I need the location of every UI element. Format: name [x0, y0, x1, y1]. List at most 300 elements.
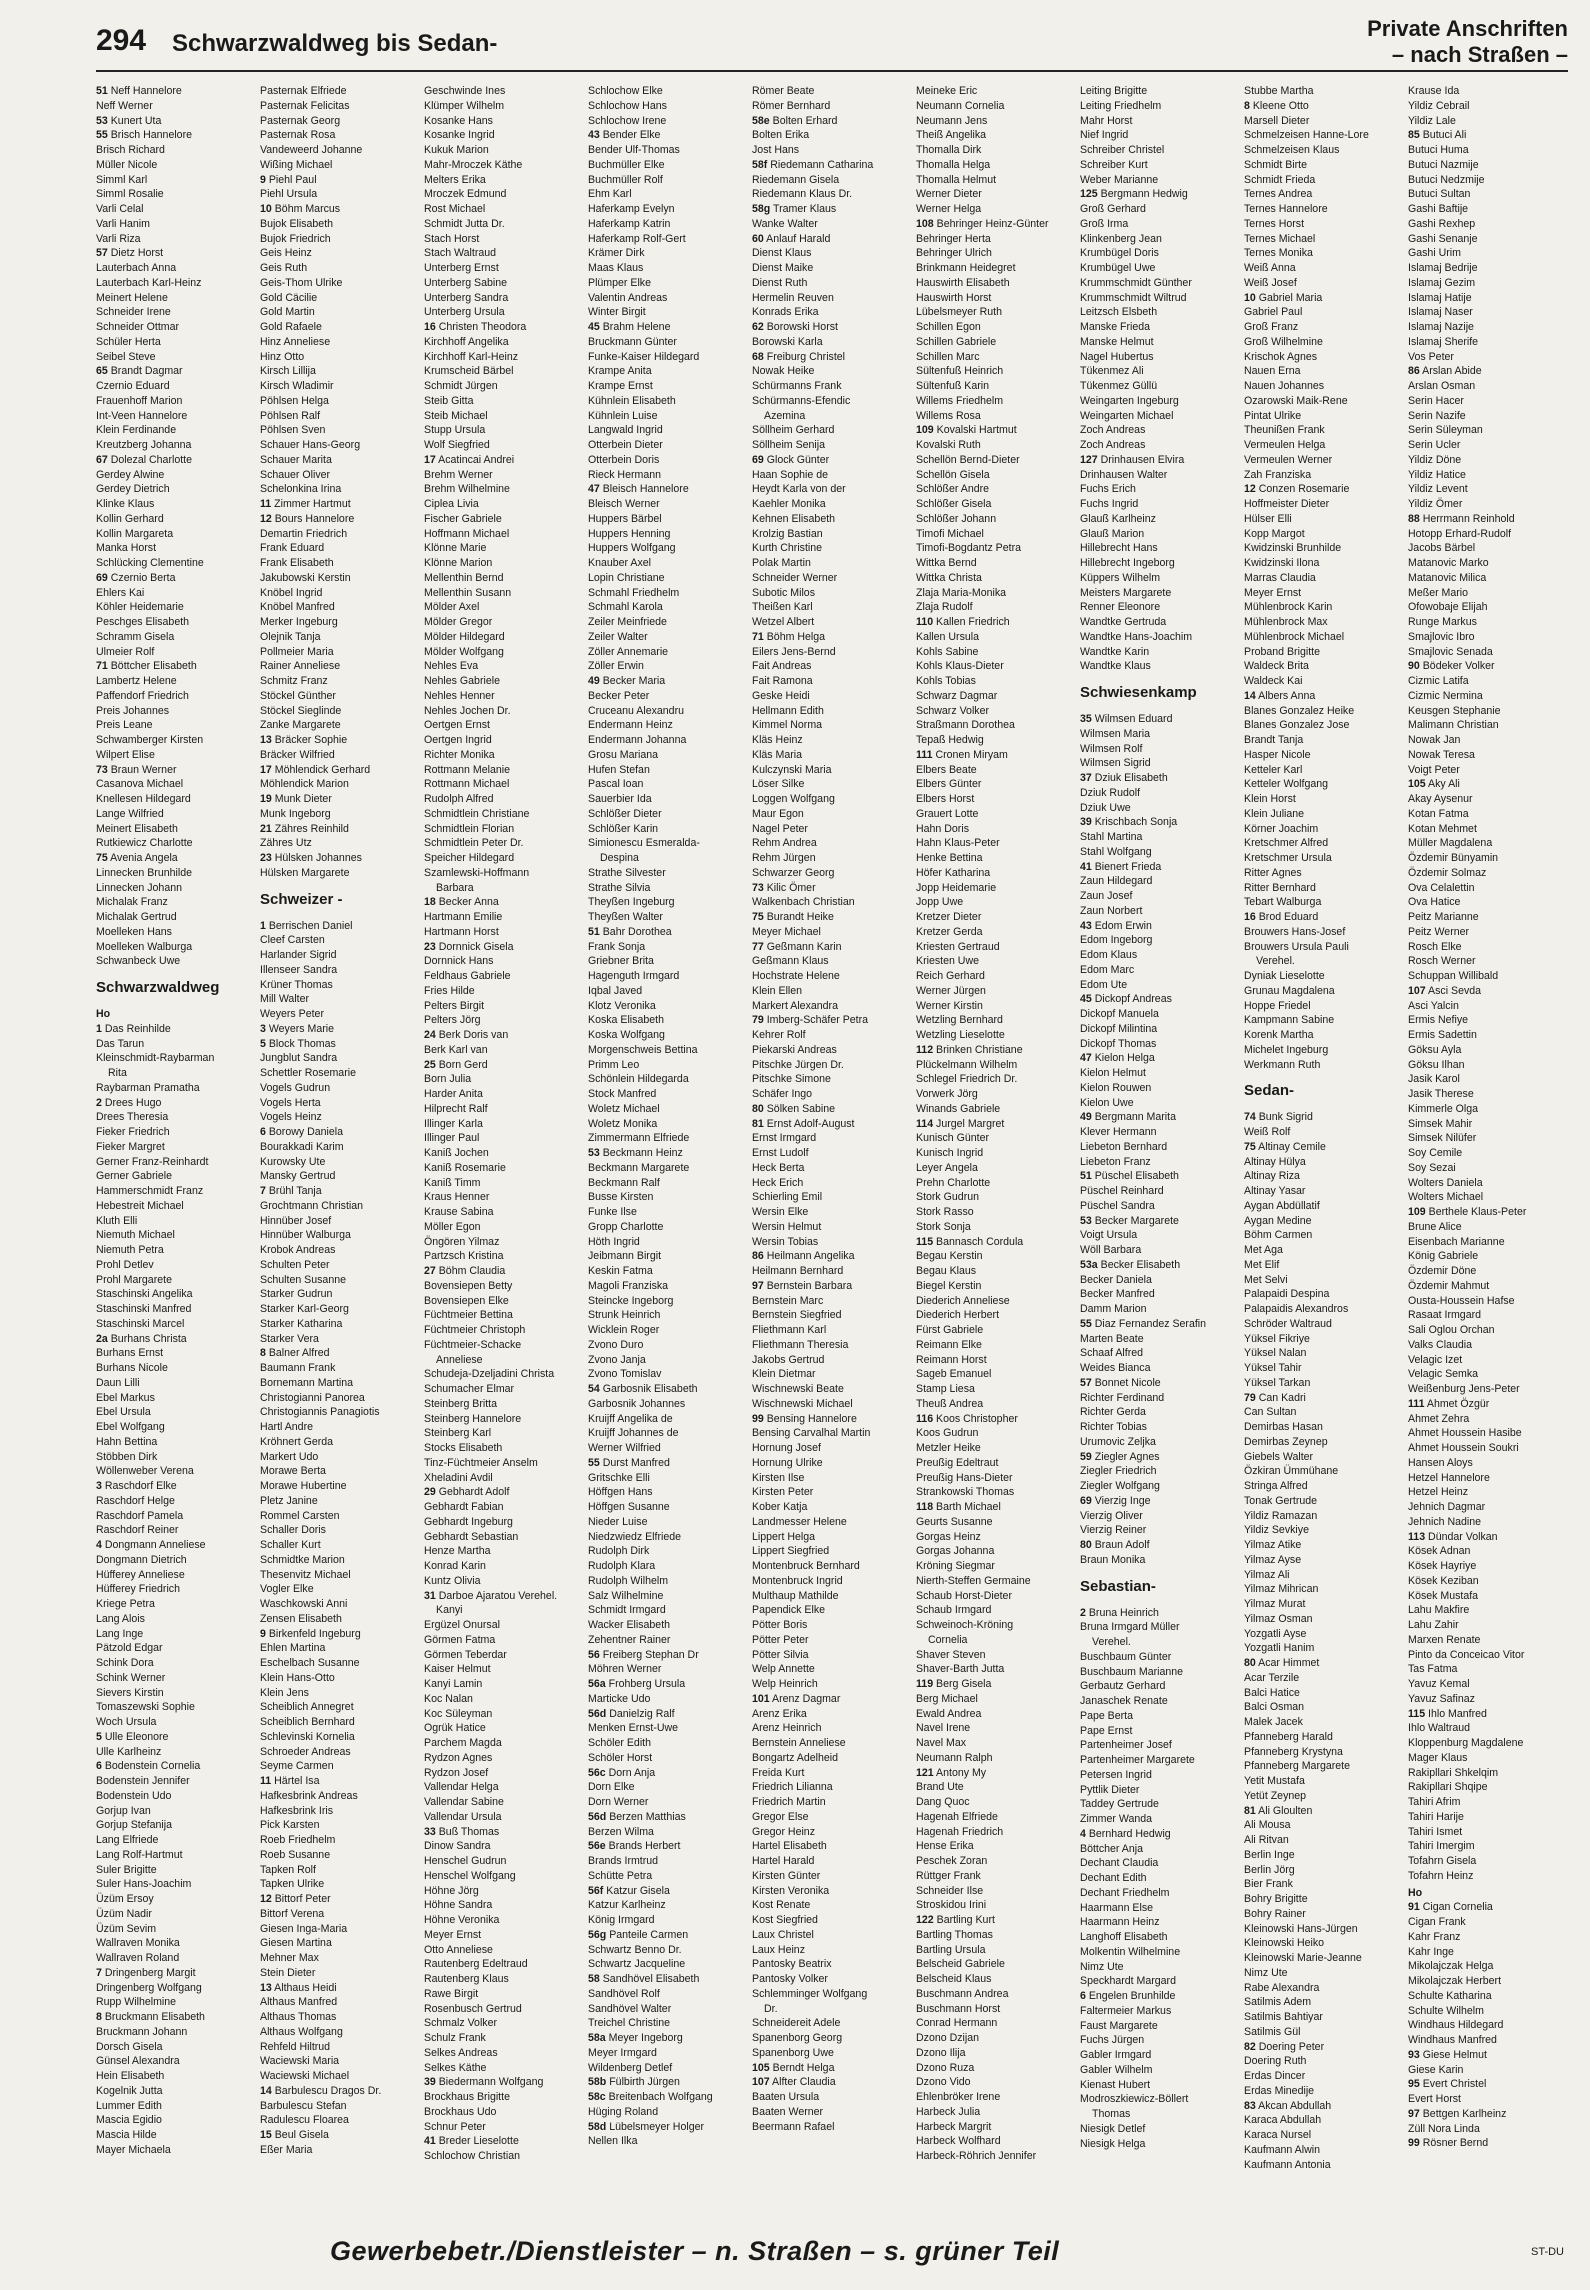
directory-entry: Fuchs Jürgen	[1080, 2034, 1145, 2047]
directory-entry: Grosu Mariana	[588, 748, 659, 761]
directory-entry: Leiting Friedhelm	[1080, 99, 1162, 112]
directory-entry: Landmesser Helene	[752, 1515, 847, 1528]
directory-entry: 4 Dongmann Anneliese	[96, 1539, 206, 1551]
directory-entry: Ahmet Houssein Hasibe	[1408, 1427, 1522, 1440]
directory-entry: 58c Breitenbach Wolfgang	[588, 2091, 713, 2103]
house-number: 1	[260, 919, 266, 932]
directory-entry: Illinger Karla	[424, 1117, 483, 1130]
directory-entry: Ehlen Martina	[260, 1642, 326, 1655]
directory-entry: Tükenmez Güllü	[1080, 380, 1158, 392]
directory-entry: Kirchhoff Karl-Heinz	[424, 350, 519, 363]
scan-artifact	[8, 560, 38, 680]
directory-entry: Wischnewski Michael	[752, 1397, 853, 1410]
directory-entry: Weiß Anna	[1244, 262, 1296, 274]
directory-entry: Wallraven Monika	[96, 1937, 180, 1950]
directory-entry: Zöller Annemarie	[588, 645, 669, 658]
directory-entry: Kunisch Günter	[916, 1132, 990, 1145]
directory-entry: Krämer Dirk	[588, 247, 645, 260]
directory-entry: Linnecken Johann	[96, 881, 182, 894]
directory-entry: Gerbautz Gerhard	[1080, 1680, 1166, 1693]
directory-entry: Taddey Gertrude	[1080, 1798, 1159, 1811]
house-number: 39	[424, 2076, 436, 2089]
directory-entry: Giesen Martina	[260, 1937, 332, 1950]
directory-entry: Theunißen Frank	[1244, 424, 1325, 437]
directory-entry: Yildiz Lale	[1408, 114, 1456, 127]
house-number: 35	[1080, 713, 1092, 725]
directory-entry: Schröder Waltraud	[1244, 1317, 1332, 1330]
directory-entry: Bruckmann Günter	[588, 335, 677, 348]
house-number: 88	[1408, 512, 1420, 525]
directory-entry: Höhne Jörg	[424, 1884, 479, 1897]
directory-entry: Schelonkina Irina	[260, 483, 342, 496]
directory-entry: Zaun Hildegard	[1080, 875, 1153, 888]
directory-entry: Petersen Ingrid	[1080, 1768, 1152, 1781]
directory-entry: Kampmann Sabine	[1244, 1014, 1335, 1027]
directory-entry: Mölder Wolfgang	[424, 645, 504, 658]
directory-entry: Mölder Gregor	[424, 616, 493, 628]
directory-entry: Michelet Ingeburg	[1244, 1043, 1329, 1056]
directory-entry: Mikolajczak Helga	[1408, 1960, 1494, 1973]
directory-entry: Hülser Elli	[1244, 512, 1292, 525]
directory-entry: Zähres Utz	[260, 837, 312, 850]
directory-entry: Tas Fatma	[1408, 1663, 1458, 1676]
directory-entry: Waciewski Michael	[260, 2070, 350, 2082]
house-number: 75	[752, 911, 764, 923]
directory-entry: Nief Ingrid	[1080, 129, 1129, 142]
directory-entry: Woletz Michael	[588, 1102, 660, 1115]
directory-entry: Weißenburg Jens-Peter	[1408, 1383, 1520, 1395]
directory-entry: Pletz Janine	[260, 1494, 318, 1507]
directory-entry: Geurts Susanne	[916, 1515, 993, 1528]
directory-entry: Kösek Hayriye	[1408, 1560, 1477, 1572]
directory-entry: Yilmaz Atike	[1244, 1539, 1302, 1551]
directory-entry: Kirsten Günter	[752, 1869, 821, 1882]
directory-entry: Hartl Andre	[260, 1421, 313, 1433]
directory-entry: 6 Borowy Daniela	[260, 1126, 344, 1138]
directory-entry: Gropp Charlotte	[588, 1220, 664, 1233]
directory-entry: Schreiber Kurt	[1080, 158, 1148, 171]
directory-entry: 1 Das Reinhilde	[96, 1022, 171, 1035]
directory-entry: Staschinski Marcel	[96, 1317, 185, 1330]
directory-entry: Schlevinski Kornelia	[260, 1730, 355, 1743]
directory-entry: Moelleken Walburga	[96, 940, 193, 953]
directory-entry: Schürmanns Frank	[752, 380, 842, 392]
house-number: 109	[916, 424, 934, 437]
house-number: 56f	[588, 1884, 604, 1897]
directory-entry: Schwamberger Kirsten	[96, 734, 204, 746]
directory-entry: Althaus Manfred	[260, 1996, 338, 2009]
directory-entry: Heilmann Bernhard	[752, 1265, 844, 1277]
directory-entry: 53a Becker Elisabeth	[1080, 1258, 1181, 1271]
directory-entry: Meineke Eric	[916, 85, 978, 97]
directory-entry: Buschbaum Günter	[1080, 1650, 1172, 1663]
directory-entry: Dziuk Rudolf	[1080, 786, 1141, 799]
directory-entry: Gabler Irmgard	[1080, 2049, 1152, 2061]
directory-entry: Lauterbach Anna	[96, 262, 177, 274]
directory-entry: Görmen Teberdar	[424, 1648, 507, 1661]
directory-entry: 10 Böhm Marcus	[260, 203, 341, 215]
directory-entry: Schmelzeisen Hanne-Lore	[1244, 129, 1369, 142]
directory-entry: Nowak Teresa	[1408, 748, 1475, 761]
directory-entry: Cleef Carsten	[260, 934, 325, 947]
page-number: 294	[96, 24, 147, 57]
directory-entry: Serin Nazife	[1408, 409, 1466, 422]
directory-entry: Beckmann Ralf	[588, 1176, 660, 1189]
directory-entry: Rommel Carsten	[260, 1509, 340, 1522]
directory-entry: Michalak Franz	[96, 896, 168, 909]
directory-entry: Henschel Wolfgang	[424, 1869, 516, 1882]
directory-entry: Rehfeld Hiltrud	[260, 2040, 331, 2053]
directory-entry: Scheiblich Bernhard	[260, 1716, 355, 1728]
directory-entry: Ernst Ludolf	[752, 1147, 809, 1159]
directory-entry: Bolten Erika	[752, 129, 810, 142]
directory-entry: Pitschke Simone	[752, 1073, 831, 1086]
directory-entry: 27 Böhm Claudia	[424, 1265, 506, 1277]
directory-entry: Fliethmann Theresia	[752, 1338, 849, 1351]
directory-entry: Göksu Ayla	[1408, 1043, 1462, 1056]
directory-entry: Meyer Ernst	[1244, 586, 1302, 599]
directory-entry: 97 Bettgen Karlheinz	[1408, 2107, 1507, 2120]
directory-entry: Otterbein Doris	[588, 453, 660, 466]
directory-entry: Mascia Hilde	[96, 2129, 157, 2141]
directory-entry: Radulescu Floarea	[260, 2114, 349, 2127]
house-number: 53a	[1080, 1258, 1098, 1271]
directory-entry: Schmelzeisen Klaus	[1244, 144, 1340, 156]
directory-entry: 55 Diaz Fernandez Serafin	[1080, 1317, 1207, 1330]
directory-entry: Höth Ingrid	[588, 1235, 640, 1248]
directory-entry: Ciplea Livia	[424, 498, 479, 510]
directory-entry: Schlößer Gisela	[916, 498, 992, 510]
directory-entry: Schink Werner	[96, 1671, 166, 1684]
directory-entry: Schmahl Karola	[588, 601, 663, 614]
directory-entry: 58a Meyer Ingeborg	[588, 2032, 683, 2044]
directory-entry: Üzüm Ersoy	[96, 1893, 154, 1905]
directory-entry: Görmen Fatma	[424, 1633, 496, 1646]
directory-entry: Pitschke Jürgen Dr.	[752, 1058, 844, 1071]
directory-entry: 16 Christen Theodora	[424, 321, 527, 333]
house-number: 119	[916, 1678, 934, 1690]
directory-entry: Satilmis Adem	[1244, 1996, 1312, 2009]
directory-entry: Kösek Adnan	[1408, 1545, 1471, 1558]
directory-entry: Vallendar Sabine	[424, 1796, 504, 1808]
directory-entry: Zvono Tomislav	[588, 1368, 662, 1381]
directory-entry: Smajlovic Ibro	[1408, 630, 1475, 643]
directory-entry: Dickopf Thomas	[1080, 1037, 1157, 1050]
directory-entry: Szamlewski-Hoffmann	[424, 866, 530, 879]
directory-entry: Dechant Edith	[1080, 1872, 1147, 1884]
directory-entry: Jasik Therese	[1408, 1088, 1474, 1100]
directory-entry: Bruckmann Johann	[96, 2025, 188, 2038]
directory-entry: Rosch Werner	[1408, 955, 1476, 968]
house-number: 56d	[588, 1707, 607, 1720]
directory-entry: Vermeulen Helga	[1244, 439, 1326, 451]
directory-entry: 113 Dündar Volkan	[1408, 1530, 1498, 1543]
directory-entry: Becker Daniela	[1080, 1273, 1152, 1286]
directory-entry: Römer Bernhard	[752, 99, 831, 112]
directory-entry: Vogels Heinz	[260, 1111, 322, 1124]
directory-entry: Kwidzinski Ilona	[1244, 557, 1320, 569]
directory-entry: Doering Ruth	[1244, 2055, 1307, 2068]
directory-entry: Nierth-Steffen Germaine	[916, 1574, 1031, 1587]
house-number: 69	[752, 453, 764, 466]
directory-entry: Yildiz Levent	[1408, 483, 1468, 496]
directory-entry: Scheiblich Annegret	[260, 1701, 354, 1714]
directory-entry: Baaten Ursula	[752, 2091, 820, 2103]
directory-entry: Dorn Elke	[588, 1781, 635, 1794]
directory-entry: Schneider Ottmar	[96, 321, 180, 333]
directory-entry: Tahiri Harije	[1408, 1810, 1464, 1823]
directory-entry: Spanenborg Uwe	[752, 2046, 834, 2059]
directory-entry: Becker Manfred	[1080, 1288, 1155, 1301]
directory-entry: Meinert Helene	[96, 291, 168, 304]
directory-entry: Groß Franz	[1244, 321, 1299, 333]
directory-entry: Steib Michael	[424, 409, 488, 422]
directory-entry: Reimann Elke	[916, 1338, 982, 1351]
directory-entry: Unterberg Sandra	[424, 291, 509, 304]
directory-entry: Stock Manfred	[588, 1088, 657, 1100]
directory-entry: Buschmann Andrea	[916, 1987, 1009, 2000]
directory-entry: Krause Sabina	[424, 1206, 494, 1218]
directory-entry: Nauen Erna	[1244, 365, 1301, 378]
house-number: 56c	[588, 1766, 606, 1779]
directory-entry: Ulmeier Rolf	[96, 645, 155, 658]
house-number: 54	[588, 1383, 600, 1395]
directory-entry: Ernst Irmgard	[752, 1132, 817, 1145]
directory-entry: Yavuz Kemal	[1408, 1678, 1470, 1690]
house-number: 4	[96, 1539, 102, 1551]
directory-entry: Waciewski Maria	[260, 2055, 340, 2068]
directory-entry: Shaver-Barth Jutta	[916, 1663, 1005, 1676]
directory-entry: Schmidt Irmgard	[588, 1604, 666, 1617]
directory-entry: Frank Elisabeth	[260, 557, 334, 569]
directory-entry: Stach Waltraud	[424, 247, 497, 260]
house-number: 109	[1408, 1206, 1426, 1218]
directory-entry: Dzono Vido	[916, 2076, 971, 2089]
house-number: 91	[1408, 1901, 1420, 1914]
directory-entry: Kretzer Gerda	[916, 925, 983, 938]
directory-entry: Lopin Christiane	[588, 571, 665, 584]
directory-entry: Stöckel Sieglinde	[260, 704, 342, 717]
directory-entry: Freida Kurt	[752, 1766, 805, 1779]
directory-entry: Rainer Anneliese	[260, 660, 341, 673]
directory-entry: Knöbel Ingrid	[260, 586, 323, 599]
directory-entry: Raschdorf Reiner	[96, 1524, 179, 1537]
directory-entry: Stringa Alfred	[1244, 1480, 1308, 1492]
house-number: 105	[752, 2061, 770, 2074]
directory-entry: Runge Markus	[1408, 616, 1477, 628]
directory-entry: Rasaat Irmgard	[1408, 1309, 1482, 1322]
directory-entry: Mühlenbrock Karin	[1244, 601, 1333, 614]
directory-entry: Kröhnert Gerda	[260, 1435, 334, 1448]
directory-entry: Pätzold Edgar	[96, 1642, 163, 1655]
directory-entry: Tepaß Hedwig	[916, 734, 984, 746]
directory-entry: Wöll Barbara	[1080, 1244, 1142, 1256]
directory-entry: Ehlenbröker Irene	[916, 2091, 1001, 2103]
directory-entry: Buchmüller Elke	[588, 158, 665, 171]
house-number: 111	[916, 748, 933, 761]
directory-entry: Harbeck-Röhrich Jennifer	[916, 2150, 1037, 2162]
directory-entry: Hüfferey Friedrich	[96, 1583, 180, 1596]
directory-entry: Stroskidou Irini	[916, 1899, 987, 1912]
directory-entry: 41 Breder Lieselotte	[424, 2135, 519, 2148]
directory-entry: Beckmann Margarete	[588, 1161, 690, 1174]
section-heading	[1367, 16, 1568, 68]
directory-entry: Meisters Margarete	[1080, 586, 1172, 599]
directory-entry: Krumbügel Doris	[1080, 247, 1159, 260]
directory-entry: Richter Ferdinand	[1080, 1391, 1165, 1404]
directory-entry: Kirsten Veronika	[752, 1884, 830, 1897]
directory-entry: Harder Anita	[424, 1088, 483, 1100]
directory-entry: Mahr-Mroczek Käthe	[424, 158, 523, 171]
house-number: 45	[1080, 993, 1092, 1006]
house-number: 95	[1408, 2078, 1420, 2091]
directory-entry: 43 Bender Elke	[588, 129, 661, 142]
directory-entry: Waldeck Kai	[1244, 675, 1303, 687]
directory-entry: Schöler Horst	[588, 1751, 653, 1764]
directory-entry: Kielon Rouwen	[1080, 1081, 1152, 1094]
directory-entry: Kröning Siegmar	[916, 1560, 995, 1572]
directory-entry: Willems Friedhelm	[916, 394, 1004, 407]
directory-entry: Michalak Gertrud	[96, 911, 177, 923]
directory-entry: Brockhaus Brigitte	[424, 2091, 510, 2103]
directory-entry: 47 Kielon Helga	[1080, 1052, 1155, 1065]
house-number: 58c	[588, 2091, 606, 2103]
directory-entry: Schaub Irmgard	[916, 1604, 992, 1617]
directory-entry: Dzono Ilija	[916, 2046, 966, 2059]
directory-entry: Schlemminger Wolfgang	[752, 1987, 868, 2000]
directory-entry: Jehnich Nadine	[1408, 1515, 1482, 1528]
house-number: 85	[1408, 129, 1420, 142]
directory-entry: Marras Claudia	[1244, 571, 1316, 584]
directory-entry: Ternes Horst	[1244, 217, 1305, 230]
directory-entry: Krobok Andreas	[260, 1244, 336, 1256]
directory-entry: Wißing Michael	[260, 158, 333, 171]
directory-entry: Met Aga	[1244, 1244, 1283, 1256]
directory-entry: Koos Gudrun	[916, 1427, 979, 1440]
directory-entry: Schauer Oliver	[260, 468, 331, 481]
house-number: 2	[96, 1096, 102, 1109]
directory-entry: Nieder Luise	[588, 1515, 648, 1528]
directory-entry: Özdemir Mahmut	[1408, 1279, 1490, 1292]
directory-entry: Niesigk Detlef	[1080, 2122, 1146, 2135]
house-number: 125	[1080, 188, 1098, 201]
directory-entry: Schlücking Clementine	[96, 557, 204, 569]
directory-entry: Krolzig Bastian	[752, 527, 823, 540]
directory-entry: Koska Elisabeth	[588, 1014, 664, 1027]
directory-entry: Klümper Wilhelm	[424, 99, 505, 112]
directory-entry: Salz Wilhelmine	[588, 1589, 664, 1602]
directory-entry: Demartin Friedrich	[260, 527, 348, 540]
directory-entry: 67 Dolezal Charlotte	[96, 453, 192, 466]
directory-entry: Dinow Sandra	[424, 1840, 491, 1853]
directory-entry: Tahiri Ismet	[1408, 1825, 1463, 1838]
directory-entry: Kopp Margot	[1244, 527, 1305, 540]
directory-entry: 58 Sandhövel Elisabeth	[588, 1973, 700, 1985]
directory-entry: Haferkamp Katrin	[588, 217, 671, 230]
directory-entry: Richter Monika	[424, 748, 495, 761]
directory-entry: Suler Hans-Joachim	[96, 1878, 192, 1891]
directory-entry: Stahl Wolfgang	[1080, 845, 1152, 858]
footer-note: Gewerbebetr./Dienstleister – n. Straßen – s. grüner Teil	[330, 2236, 1060, 2266]
directory-entry: 5 Ulle Eleonore	[96, 1730, 169, 1743]
directory-entry: Kurth Christine	[752, 542, 823, 555]
directory-entry: Lang Rolf-Hartmut	[96, 1848, 183, 1861]
directory-entry: Pelters Birgit	[424, 999, 485, 1012]
directory-entry: Zeiler Meinfriede	[588, 616, 667, 628]
directory-entry: Berk Karl van	[424, 1043, 488, 1056]
directory-entry: 93 Giese Helmut	[1408, 2048, 1487, 2061]
directory-entry: Zaun Norbert	[1080, 904, 1143, 917]
directory-entry: 58g Tramer Klaus	[752, 203, 837, 215]
directory-entry: Demirbas Hasan	[1244, 1421, 1323, 1433]
directory-entry: Diederich Anneliese	[916, 1294, 1010, 1307]
directory-entry: Ketteler Karl	[1244, 763, 1303, 776]
directory-entry: 6 Bodenstein Cornelia	[96, 1760, 201, 1773]
directory-entry: Schneider Werner	[752, 571, 838, 584]
house-number: 116	[916, 1412, 934, 1425]
directory-entry: Pasternak Georg	[260, 114, 341, 127]
directory-entry: Niedzwiedz Elfriede	[588, 1530, 682, 1543]
directory-entry: 58e Bolten Erhard	[752, 114, 838, 127]
directory-entry: 62 Borowski Horst	[752, 321, 838, 333]
directory-entry: Glauß Marion	[1080, 527, 1145, 540]
directory-entry: Azemina	[764, 409, 806, 422]
directory-entry: Ziegler Wolfgang	[1080, 1480, 1160, 1492]
directory-entry: 9 Piehl Paul	[260, 173, 317, 186]
directory-entry: Zensen Elisabeth	[260, 1612, 342, 1625]
house-number: 57	[96, 247, 108, 260]
house-number: 7	[96, 1966, 102, 1979]
directory-entry: Wolters Michael	[1408, 1191, 1484, 1204]
directory-entry: Pinto da Conceicao Vitor	[1408, 1648, 1525, 1661]
directory-entry: Knöbel Manfred	[260, 601, 335, 614]
directory-entry: Weides Bianca	[1080, 1362, 1151, 1374]
directory-entry: Schwarz Volker	[916, 704, 990, 717]
directory-entry: Schettler Rosemarie	[260, 1067, 356, 1079]
directory-entry: Jeibmann Birgit	[588, 1250, 662, 1263]
house-number: 97	[1408, 2107, 1420, 2120]
directory-entry: Sültenfuß Karin	[916, 380, 990, 392]
directory-entry: Linnecken Brunhilde	[96, 866, 193, 879]
directory-entry: Matanovic Marko	[1408, 557, 1489, 569]
house-number: 73	[752, 881, 764, 894]
directory-entry: Kehnen Elisabeth	[752, 512, 836, 525]
directory-entry: Kirsten Peter	[752, 1486, 814, 1499]
directory-entry: Rupp Wilhelmine	[96, 1996, 177, 2009]
house-number: 111	[1408, 1397, 1425, 1410]
directory-entry: Kirsten Ilse	[752, 1471, 805, 1484]
directory-entry: Vandeweerd Johanne	[260, 144, 363, 156]
directory-entry: Gerner Franz-Reinhardt	[96, 1155, 209, 1168]
directory-entry: Weiß Josef	[1244, 276, 1297, 289]
directory-entry: Kahr Inge	[1408, 1945, 1454, 1958]
directory-entry: 14 Albers Anna	[1244, 689, 1316, 702]
directory-entry: Vogler Elke	[260, 1583, 314, 1596]
directory-entry: Conrad Hermann	[916, 2017, 998, 2030]
directory-entry: Mroczek Edmund	[424, 188, 507, 201]
directory-entry: Keusgen Stephanie	[1408, 704, 1501, 717]
directory-entry: Koc Süleyman	[424, 1707, 493, 1720]
directory-entry: Langhoff Elisabeth	[1080, 1931, 1168, 1943]
directory-entry: Schmahl Friedhelm	[588, 586, 680, 599]
directory-entry: 9 Birkenfeld Ingeburg	[260, 1627, 361, 1640]
directory-entry: Mühlenbrock Max	[1244, 616, 1328, 628]
house-number: 47	[588, 483, 600, 496]
directory-entry: Edom Marc	[1080, 963, 1135, 976]
directory-entry: 71 Böttcher Elisabeth	[96, 660, 197, 673]
directory-entry: Kraus Henner	[424, 1191, 490, 1204]
directory-entry: Dyniak Lieselotte	[1244, 970, 1325, 982]
